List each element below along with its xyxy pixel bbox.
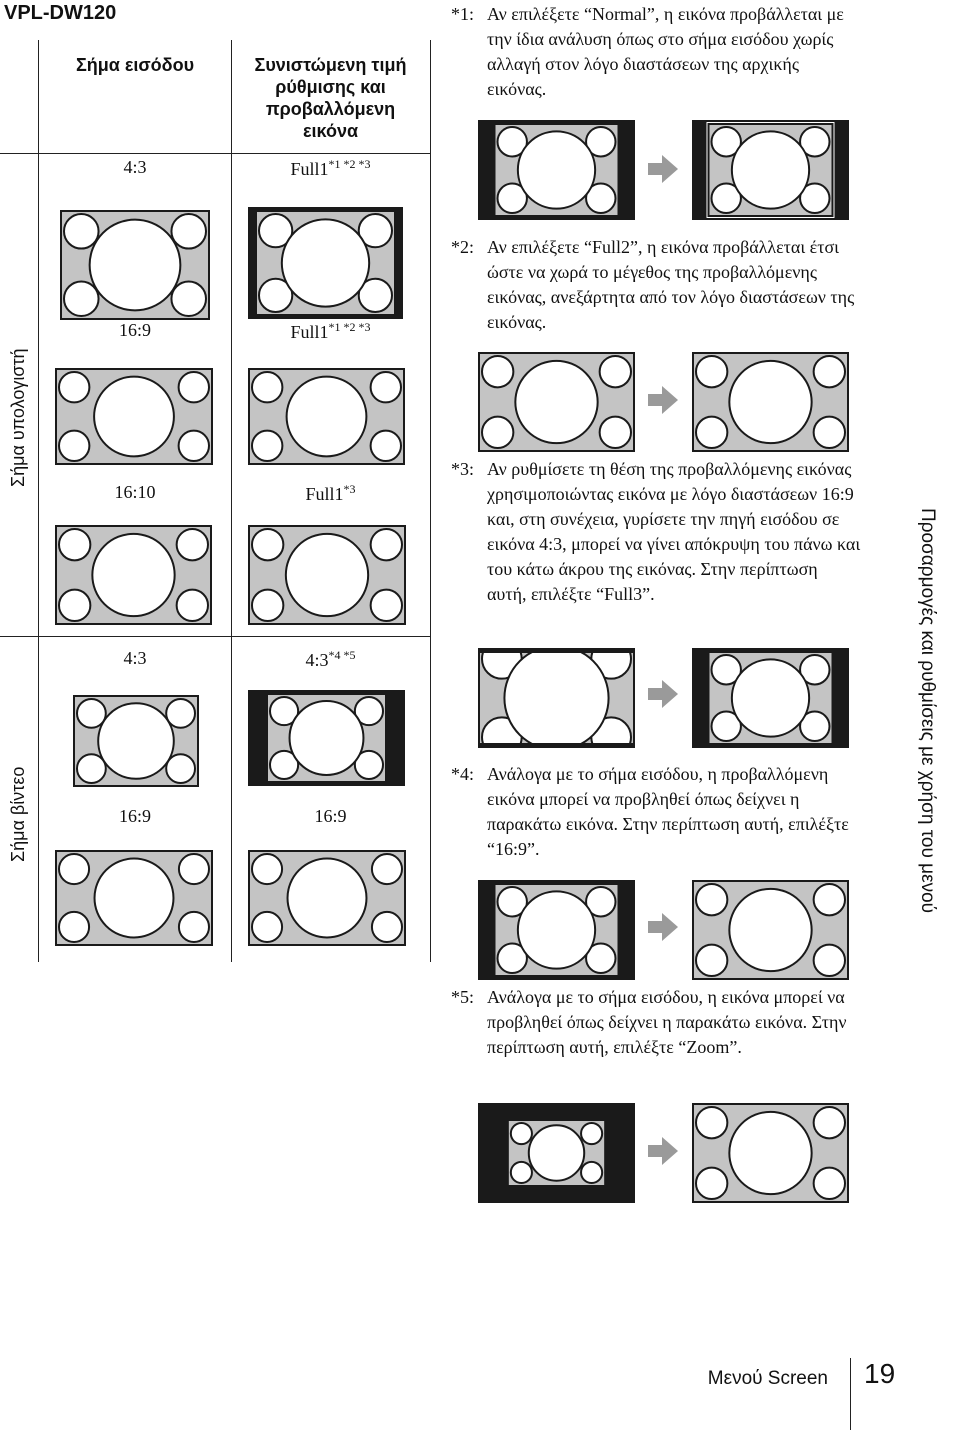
table-border-left: [38, 40, 39, 962]
page-number: 19: [864, 1358, 896, 1389]
group-label-video: Σήμα βίντεο: [8, 766, 28, 862]
footer-section-name: Μενού Screen: [707, 1368, 828, 1389]
row-value-4: $4:3^{*4 *5}$: [305, 648, 356, 670]
illustration-input-16x9-pc: [55, 368, 213, 465]
illustration-input-16x9-video: [55, 850, 213, 946]
row-value-2: $Full1^{*1 *2 *3}$: [290, 320, 371, 342]
note-3-before-illustration: [478, 648, 635, 748]
note-2-text: Αν επιλέξετε “Full2”, η εικόνα προβάλλεται έτσι ώστε να χωρά το μέγεθος της προβαλλόμενης εικόνας, ανεξάρτητα από τον λόγο διαστάσεων της εικόνας.: [487, 237, 855, 332]
arrow-right-icon: [648, 680, 678, 708]
row-input-1: 4:3: [123, 157, 147, 177]
illustration-output-16x9-video: [248, 850, 406, 946]
header-input-signal: Σήμα εισόδου: [75, 55, 195, 75]
group-label-pc: Σήμα υπολογιστή: [8, 348, 28, 487]
note-5: [451, 985, 861, 1060]
note-4-after-illustration: [692, 880, 849, 980]
row-input-2: 16:9: [118, 320, 151, 340]
row-input-3: 16:10: [114, 482, 156, 502]
illustration-input-4x3-pc: [60, 210, 210, 320]
row-input-4: 4:3: [123, 648, 147, 668]
note-3-after-illustration: [692, 648, 849, 748]
note-1-after-illustration: [692, 120, 849, 220]
note-5-before-illustration: [478, 1103, 635, 1203]
illustration-input-16x10-pc: [55, 525, 212, 625]
illustration-output-full1-4x3: [248, 207, 403, 319]
note-4: [451, 762, 861, 862]
note-1-before-illustration: [478, 120, 635, 220]
note-2-mark: *2:: [451, 237, 475, 257]
note-1-mark: *1:: [451, 4, 475, 24]
note-2: [451, 235, 861, 335]
arrow-right-icon: [648, 155, 678, 183]
table-header-rule: [0, 153, 430, 154]
table-border-right: [430, 40, 431, 962]
note-2-after-illustration: [692, 352, 849, 452]
note-5-after-illustration: [692, 1103, 849, 1203]
note-1-text: Αν επιλέξετε “Normal”, η εικόνα προβάλλεται με την ίδια ανάλυση όπως στο σήμα εισόδου χωρίς αλλαγή στον λόγο διαστάσεων της αρχικής εικόνας.: [487, 4, 844, 99]
table-group-rule: [0, 636, 430, 637]
note-3-mark: *3:: [451, 459, 475, 479]
note-3: [451, 457, 861, 607]
row-value-1: $Full1^{*1 *2 *3}$: [290, 157, 371, 179]
arrow-right-icon: [648, 913, 678, 941]
note-5-mark: *5:: [451, 987, 475, 1007]
arrow-right-icon: [648, 1137, 678, 1165]
note-4-mark: *4:: [451, 764, 475, 784]
illustration-output-4x3-video: [248, 690, 405, 786]
note-4-text: Ανάλογα με το σήμα εισόδου, η προβαλλόμενη εικόνα μπορεί να προβληθεί όπως δείχνει η παρακάτω εικόνα. Στην περίπτωση αυτή, επιλέξτε “16:9”.: [487, 764, 849, 859]
arrow-right-icon: [648, 386, 678, 414]
illustration-output-full1-16x9: [248, 368, 405, 465]
illustration-input-4x3-video: [73, 695, 199, 787]
note-1: [451, 2, 861, 102]
section-sidebar-label: Προσαρμογές και ρυθμίσεις με χρήση του μενού: [917, 508, 938, 914]
note-4-before-illustration: [478, 880, 635, 980]
illustration-output-full1-16x10: [248, 525, 406, 625]
row-value-3: Full1$^{*3}$: [305, 482, 356, 504]
note-3-text: Αν ρυθμίσετε τη θέση της προβαλλόμενης εικόνας χρησιμοποιώντας εικόνα με λόγο διαστάσεων 16:9 και, στη συνέχεια, γυρίσετε την πηγή εισόδου σε εικόνα 4:3, μπορεί να γίνει απόκρυψη του πάνω και του κάτω άκρου της εικόνας. Στην περίπτωση αυτή, επιλέξτε “Full3”.: [487, 459, 861, 604]
header-recommended: Συνιστώμενη τιμή ρύθμισης και προβαλλόμενη εικόνα: [254, 55, 407, 141]
row-value-5: 16:9: [314, 806, 347, 826]
note-5-text: Ανάλογα με το σήμα εισόδου, η εικόνα μπορεί να προβληθεί όπως δείχνει η παρακάτω εικόνα. Στην περίπτωση αυτή, επιλέξτε “Zoom”.: [487, 987, 847, 1057]
footer-divider: [850, 1358, 851, 1430]
note-2-before-illustration: [478, 352, 635, 452]
row-input-5: 16:9: [118, 806, 151, 826]
model-name: VPL-DW120: [4, 2, 117, 24]
